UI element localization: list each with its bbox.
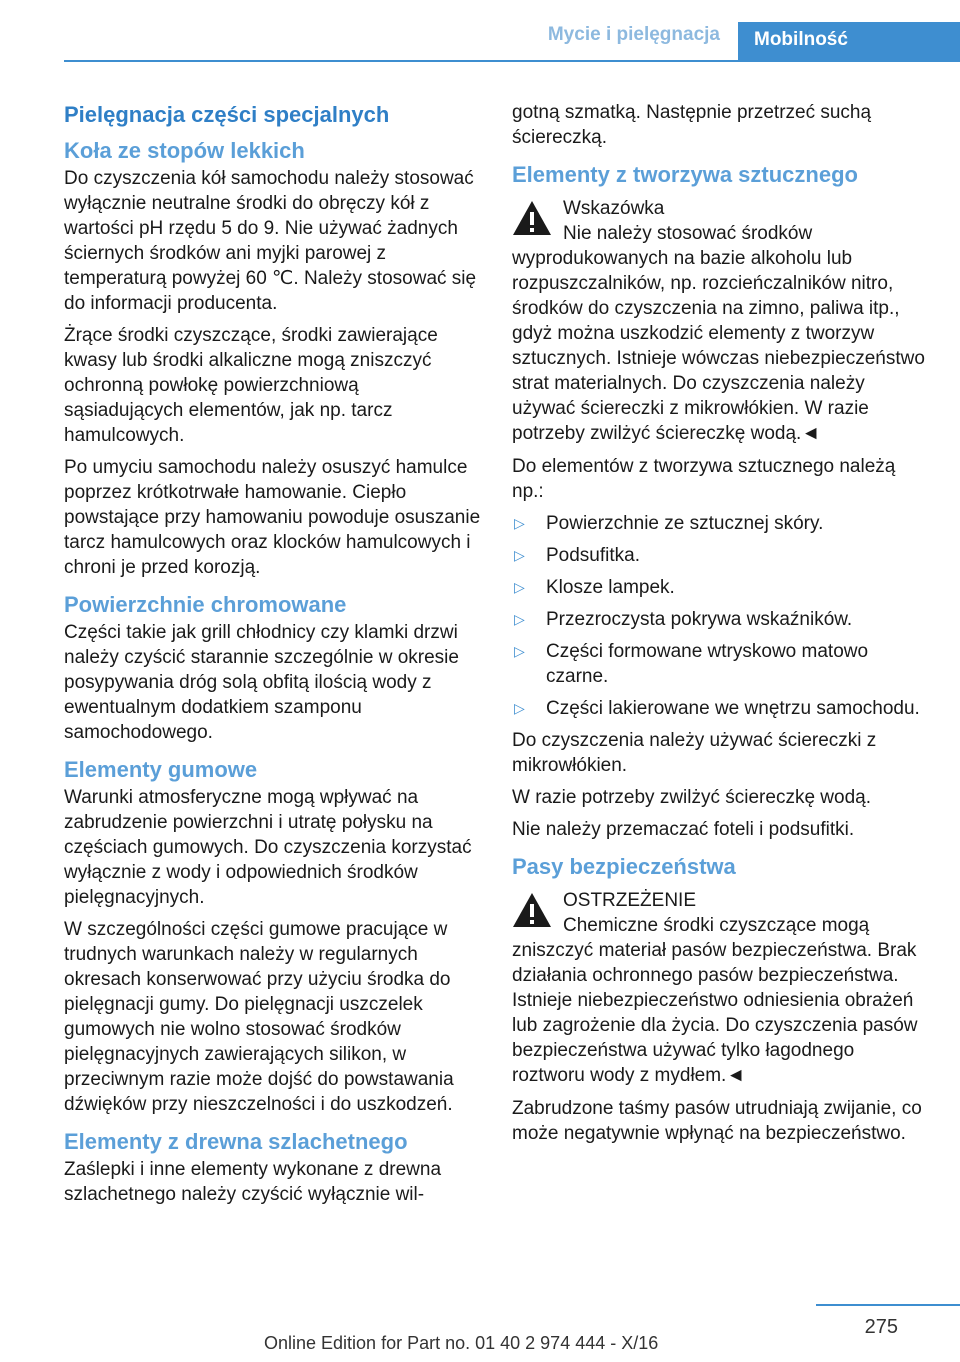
paragraph: Nie należy przemaczać foteli i podsufitki. xyxy=(512,819,855,840)
paragraph: Części takie jak grill chłodnicy czy klamki drzwi należy czyścić starannie szczególnie w okresie posypywania dróg solą obfitą ilością wody z ewentualnym dodatkiem szamponu samochodowego. xyxy=(64,622,459,743)
warning-box xyxy=(512,888,930,1088)
note-text: Nie należy stosować środków wyprodukowanych na bazie alkoholu lub rozpuszczalników, np. rozcieńczalników nitro, środków do czyszczenia na zimno, paliwa itp., gdyż można uszkodzić elementy z tworzyw sztucznych. Istnieje wówczas niebezpieczeństwo strat materialnych. Do czyszczenia należy używać ściereczki z mikrowłókien. W razie potrzeby zwilżyć ściereczkę wodą.◄ xyxy=(512,223,925,444)
page-number: 275 xyxy=(864,1316,898,1338)
list-item: ▷ Części formowane wtryskowo matowo czarne. xyxy=(514,641,869,687)
paragraph: Żrące środki czyszczące, środki zawierające kwasy lub środki alkaliczne mogą zniszczyć ochronną powłokę powierzchniową sąsiadujących elementów, jak np. tarcz hamulcowych. xyxy=(64,325,438,446)
warning-triangle-icon xyxy=(512,892,552,928)
heading-seat-belts: Pasy bezpieczeństwa xyxy=(512,854,736,879)
paragraph: W szczególności części gumowe pracujące w trudnych warunkach należy w regularnych okresach konserwować przy użyciu środka do pielęgnacji gumy. Do pielęgnacji uszczelek gumowych nie wolno stosować środków pielęgnacyjnych zawierających silikon, w przeciwnym razie może dojść do powstawania dźwięków przy nieszczelności i do uszkodzeń. xyxy=(64,919,454,1115)
warning-label: OSTRZEŻENIE xyxy=(563,890,697,911)
triangle-right-icon: ▷ xyxy=(514,515,525,531)
list-item: ▷ Części lakierowane we wnętrzu samochodu. xyxy=(514,698,920,719)
paragraph: Do czyszczenia kół samochodu należy stosować wyłącznie neutralne środki do obręczy kół z wartości pH rzędu 5 do 9. Nie używać żadnych ściernych środków ani myjki parowej z temperaturą powyżej 60 ℃. Należy stosować się do informacji producenta. xyxy=(64,168,477,314)
paragraph: Po umyciu samochodu należy osuszyć hamulce poprzez krótkotrwałe hamowanie. Ciepło powstające przy hamowaniu powoduje osuszanie tarcz hamulcowych oraz klocków hamulcowych i chroni je przed korozją. xyxy=(64,457,481,578)
footer-rule xyxy=(816,1304,960,1306)
list-item: ▷ Przezroczysta pokrywa wskaźników. xyxy=(514,609,853,630)
warning-text: Chemiczne środki czyszczące mogą zniszczyć materiał pasów bezpieczeństwa. Brak działania ochronnego pasów bezpieczeństwa. Istnieje niebezpieczeństwo odniesienia obrażeń lub zagrożenie dla życia. Do czyszczenia pasów bezpieczeństwa używać tylko łagodnego roztworu wody z mydłem.◄ xyxy=(512,915,918,1086)
triangle-right-icon: ▷ xyxy=(514,547,525,563)
paragraph: Do elementów z tworzywa sztucznego należą np.: xyxy=(512,456,896,502)
page-header xyxy=(0,0,960,62)
note-label: Wskazówka xyxy=(563,198,665,219)
header-rule xyxy=(64,60,960,62)
warning-triangle-icon xyxy=(512,200,552,236)
triangle-right-icon: ▷ xyxy=(514,579,525,595)
note-box xyxy=(512,196,930,446)
left-column xyxy=(64,100,482,1214)
list-item: ▷ Klosze lampek. xyxy=(514,577,675,598)
triangle-right-icon: ▷ xyxy=(514,700,525,716)
edition-footer: Online Edition for Part no. 01 40 2 974 444 - X/16 xyxy=(264,1333,659,1353)
triangle-right-icon: ▷ xyxy=(514,611,525,627)
list-item: ▷ Podsufitka. xyxy=(514,545,640,566)
right-column xyxy=(512,100,930,1153)
list-item: ▷ Powierzchnie ze sztucznej skóry. xyxy=(514,513,824,534)
paragraph: Zaślepki i inne elementy wykonane z drewna szlachetnego należy czyścić wyłącznie wil- xyxy=(64,1159,442,1205)
heading-fine-wood: Elementy z drewna szlachetnego xyxy=(64,1129,408,1154)
section-tab[interactable]: Mycie i pielęgnacja xyxy=(547,24,720,45)
paragraph: Do czyszczenia należy używać ściereczki z mikrowłókien. xyxy=(512,730,877,776)
heading-alloy-wheels: Koła ze stopów lekkich xyxy=(64,138,305,163)
heading-plastic-parts: Elementy z tworzywa sztucznego xyxy=(512,162,858,187)
heading-chrome-surfaces: Powierzchnie chromowane xyxy=(64,592,347,617)
triangle-right-icon: ▷ xyxy=(514,643,525,659)
plastic-parts-list xyxy=(512,511,930,721)
heading-rubber-parts: Elementy gumowe xyxy=(64,757,258,782)
page-title: Pielęgnacja części specjalnych xyxy=(64,102,390,127)
paragraph: gotną szmatką. Następnie przetrzeć suchą ściereczką. xyxy=(512,102,872,148)
paragraph: Zabrudzone taśmy pasów utrudniają zwijanie, co może negatywnie wpłynąć na bezpieczeństwo. xyxy=(512,1098,922,1144)
paragraph: Warunki atmosferyczne mogą wpływać na zabrudzenie powierzchni i utratę połysku na częściach gumowych. Do czyszczenia korzystać wyłącznie z wody i odpowiednich środków pielęgnacyjnych. xyxy=(64,787,472,908)
paragraph: W razie potrzeby zwilżyć ściereczkę wodą. xyxy=(512,787,871,808)
chapter-tab[interactable]: Mobilność xyxy=(738,22,960,62)
